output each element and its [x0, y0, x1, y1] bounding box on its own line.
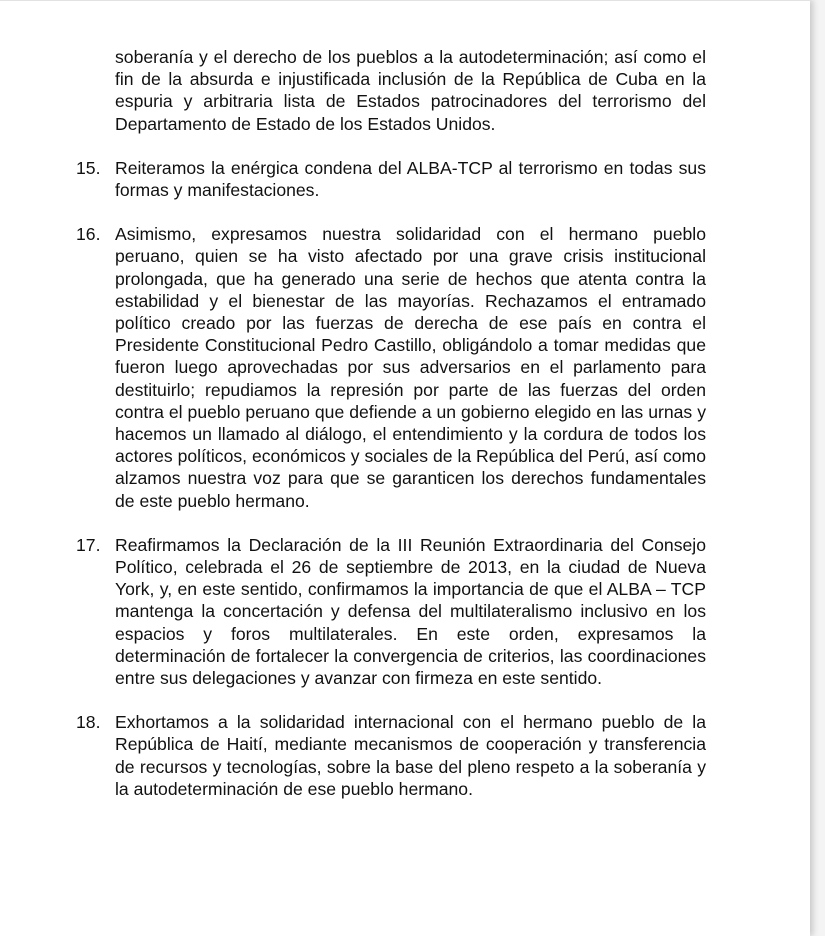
- list-item-text: Asimismo, expresamos nuestra solidaridad con el hermano pueblo peruano, quien se ha visto afectado por una grave crisis institucional prolongada, que ha generado una serie de hechos que atenta contra la estabilidad y el bienestar de las mayorías. Rechazamos el entramado político creado por las fuerzas de derecha de ese país en contra el Presidente Constitucional Pedro Castillo, obligándolo a tomar medidas que fueron luego aprovechadas por sus adversarios en el parlamento para destituirlo; repudiamos la represión por parte de las fuerzas del orden contra el pueblo peruano que defiende a un gobierno elegido en las urnas y hacemos un llamado al diálogo, el entendimiento y la cordura de todos los actores políticos, económicos y sociales de la República del Perú, así como alzamos nuestra voz para que se garanticen los derechos fundamentales de este pueblo hermano.: [115, 224, 706, 511]
- list-item-16: [76, 223, 706, 512]
- list-item-18: [76, 711, 706, 800]
- list-item-text: Reafirmamos la Declaración de la III Reunión Extraordinaria del Consejo Político, celebrada el 26 de septiembre de 2013, en la ciudad de Nueva York, y, en este sentido, confirmamos la importancia de que el ALBA – TCP mantenga la concertación y defensa del multilateralismo inclusivo en los espacios y foros multilaterales. En este orden, expresamos la determinación de fortalecer la convergencia de criterios, las coordinaciones entre sus delegaciones y avanzar con firmeza en este sentido.: [115, 534, 706, 689]
- list-item-15: [76, 157, 706, 201]
- list-item-text: Exhortamos a la solidaridad internacional con el hermano pueblo de la República de Haití, mediante mecanismos de cooperación y transferencia de recursos y tecnologías, sobre la base del pleno respeto a la soberanía y la autodeterminación de ese pueblo hermano.: [115, 712, 706, 799]
- continuation-paragraph: soberanía y el derecho de los pueblos a la autodeterminación; así como el fin de la absurda e injustificada inclusión de la República de Cuba en la espuria y arbitraria lista de Estados patrocinadores del terrorismo del Departamento de Estado de los Estados Unidos.: [115, 47, 706, 134]
- document-body: [76, 46, 706, 800]
- list-item-text: Reiteramos la enérgica condena del ALBA-TCP al terrorismo en todas sus formas y manifestaciones.: [115, 157, 706, 201]
- page-top-edge: [0, 0, 810, 1]
- list-item-17: [76, 534, 706, 689]
- list-item-number: 18.: [76, 712, 101, 733]
- list-item-number: 16.: [76, 224, 101, 245]
- list-item-number: 17.: [76, 534, 101, 555]
- list-item-number: 15.: [76, 157, 101, 178]
